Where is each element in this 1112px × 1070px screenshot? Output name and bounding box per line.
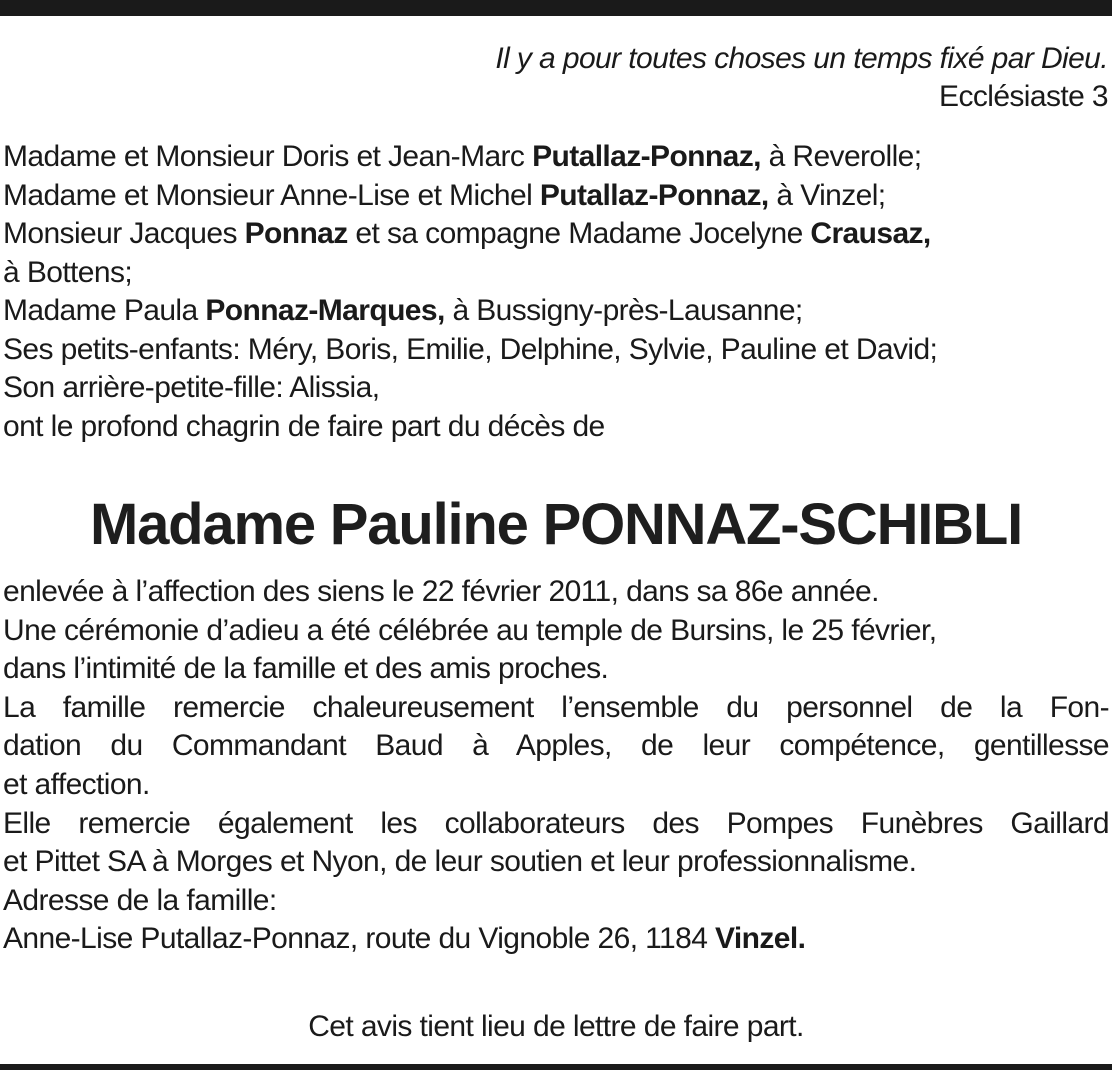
- family-surname: Crausaz,: [810, 217, 931, 250]
- epigraph-quote: Il y a pour toutes choses un temps fixé par Dieu.: [495, 42, 1108, 75]
- notice-body: [3, 573, 1109, 959]
- family-line: [3, 138, 1109, 177]
- epigraph: [495, 40, 1108, 116]
- deceased-name: Madame Pauline PONNAZ-SCHIBLI: [90, 492, 1022, 557]
- family-line: [3, 408, 1109, 447]
- family-text: et sa compagne Madame Jocelyne: [347, 217, 811, 250]
- family-text: Madame et Monsieur Anne-Lise et Michel: [3, 178, 540, 212]
- grandchildren-text: Ses petits-enfants: Méry, Boris, Emilie, Delphine, Sylvie, Pauline et David;: [3, 332, 938, 366]
- family-line: [3, 369, 1109, 408]
- body-line: La famille remercie chaleureusement l’ensemble du personnel de la Fon-: [3, 690, 1109, 724]
- family-surname: Ponnaz-Marques,: [205, 294, 445, 327]
- family-surname: Putallaz-Ponnaz,: [539, 178, 769, 212]
- body-line: Elle remercie également les collaborateurs des Pompes Funèbres Gaillard: [3, 806, 1109, 840]
- body-line: et affection.: [3, 767, 150, 801]
- family-surname: Ponnaz: [244, 217, 348, 250]
- family-surname: Putallaz-Ponnaz,: [532, 140, 761, 173]
- address-town: Vinzel.: [715, 922, 806, 956]
- body-line: dans l’intimité de la famille et des amis proches.: [3, 652, 609, 686]
- family-place: à Vinzel;: [768, 178, 886, 212]
- family-place: à Bottens;: [3, 255, 133, 289]
- family-text: Madame et Monsieur Doris et Jean-Marc: [3, 140, 533, 173]
- family-line: [3, 331, 1109, 370]
- bottom-rule: [0, 1064, 1112, 1070]
- announcement-text: ont le profond chagrin de faire part du décès de: [3, 409, 605, 443]
- great-grandchild-text: Son arrière-petite-fille: Alissia,: [3, 371, 380, 404]
- family-line: [3, 254, 1109, 293]
- family-place: à Bussigny-près-Lausanne;: [444, 294, 803, 327]
- body-line: enlevée à l’affection des siens le 22 février 2011, dans sa 86e année.: [3, 575, 879, 608]
- epigraph-source: Ecclésiaste 3: [939, 80, 1108, 113]
- family-text: Madame Paula: [3, 294, 206, 327]
- family-place: à Reverolle;: [760, 140, 922, 173]
- family-text: Monsieur Jacques: [3, 217, 245, 250]
- family-address: [3, 920, 1109, 959]
- family-list: [3, 138, 1109, 446]
- address-text: Anne-Lise Putallaz-Ponnaz, route du Vignoble 26, 1184: [3, 922, 716, 956]
- family-line: [3, 215, 1109, 254]
- family-line: [3, 177, 1109, 216]
- closing-note: Cet avis tient lieu de lettre de faire part.: [308, 1010, 804, 1043]
- body-line: Une cérémonie d’adieu a été célébrée au temple de Bursins, le 25 février,: [3, 613, 937, 647]
- family-line: [3, 292, 1109, 331]
- top-rule: [0, 0, 1112, 16]
- body-line: dation du Commandant Baud à Apples, de leur compétence, gentillesse: [3, 729, 1109, 763]
- body-line: Adresse de la famille:: [3, 883, 277, 917]
- body-line: et Pittet SA à Morges et Nyon, de leur soutien et leur professionnalisme.: [3, 845, 917, 879]
